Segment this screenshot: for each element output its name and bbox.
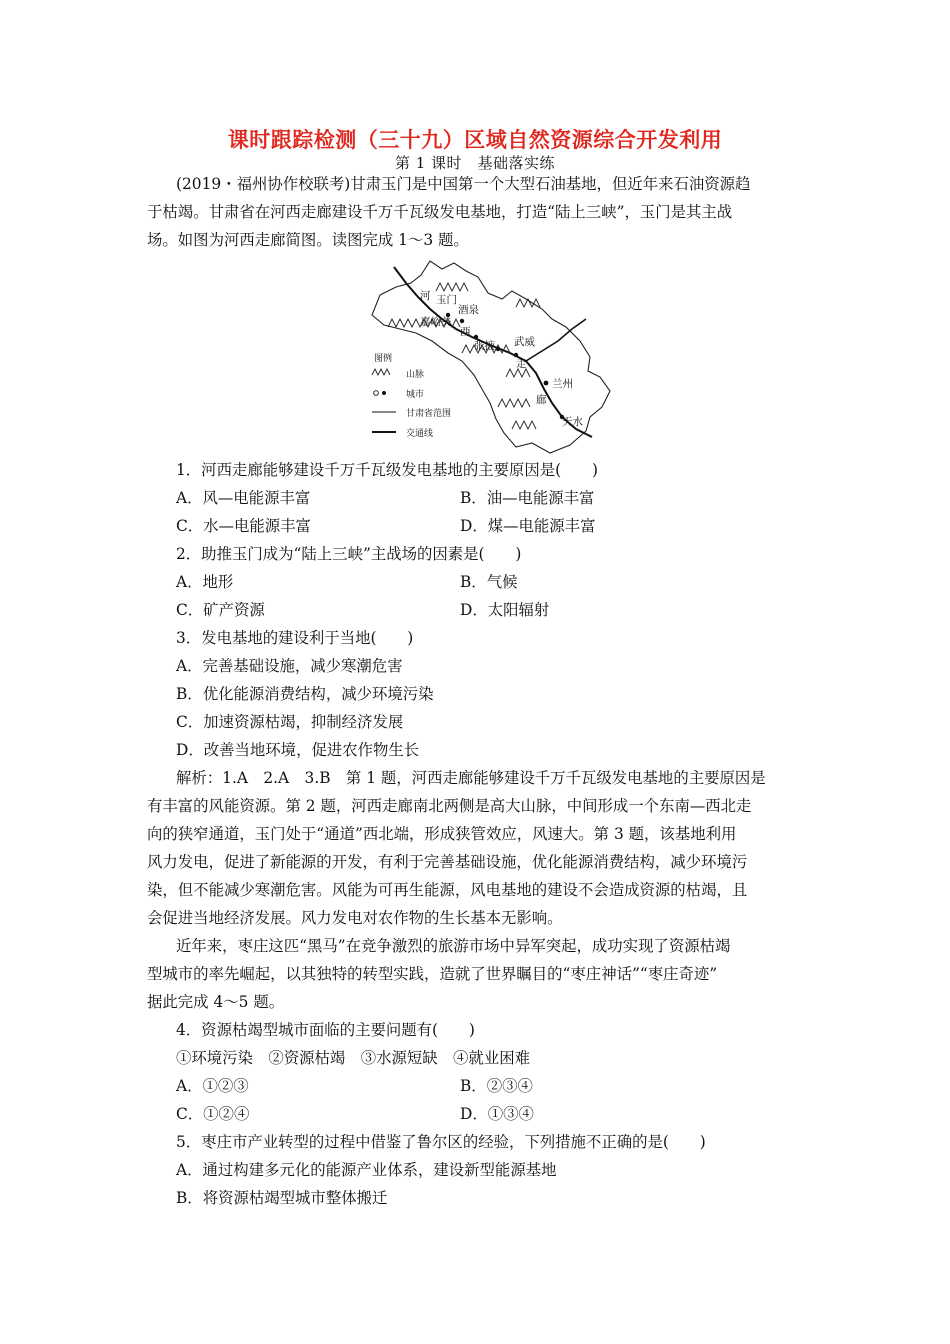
q4-option-d: D．①③④ [460,1105,534,1123]
q3-option-b: B．优化能源消费结构，减少环境污染 [176,685,434,703]
legend-item: 山脉 [406,370,425,380]
legend-item: 甘肃省范围 [406,409,452,419]
q1-option-c: C．水—电能源丰富 [176,517,311,535]
question-4-stem: 4．资源枯竭型城市面临的主要问题有( ) [176,1021,475,1039]
legend-item: 城市 [406,390,425,400]
analysis-line: 会促进当地经济发展。风力发电对农作物的生长基本无影响。 [147,909,563,927]
map-label-wuwei: 武威 [514,336,535,348]
q4-option-c: C．①②④ [176,1105,250,1123]
question-5-stem: 5．枣庄市产业转型的过程中借鉴了鲁尔区的经验，下列措施不正确的是( ) [176,1133,706,1151]
analysis-line: 解析：1.A 2.A 3.B 第 1 题，河西走廊能够建设千万千瓦级发电基地的主要原因是 [176,769,766,787]
legend-item: 交通线 [406,429,434,439]
q2-option-d: D．太阳辐射 [460,601,550,619]
passage1-line: 于枯竭。甘肃省在河西走廊建设千万千瓦级发电基地，打造“陆上三峡”，玉门是其主战 [147,203,733,221]
analysis-line: 染，但不能减少寒潮危害。风能为可再生能源，风电基地的建设不会造成资源的枯竭，且 [147,881,748,899]
map-label-jiuquan: 酒泉 [458,304,479,316]
q3-option-d: D．改善当地环境，促进农作物生长 [176,741,420,759]
q4-option-a: A．①②③ [176,1077,249,1095]
q5-option-a: A．通过构建多元化的能源产业体系，建设新型能源基地 [176,1161,557,1179]
q3-option-a: A．完善基础设施，减少寒潮危害 [176,657,403,675]
map-legend [372,352,451,439]
passage2-line: 型城市的率先崛起，以其独特的转型实践，造就了世界瞩目的“枣庄神话”“枣庄奇迹” [147,965,718,983]
question-1-stem: 1．河西走廊能够建设千万千瓦级发电基地的主要原因是( ) [176,461,598,479]
q1-option-b: B．油—电能源丰富 [460,489,595,507]
q5-option-b: B．将资源枯竭型城市整体搬迁 [176,1189,388,1207]
q3-option-c: C．加速资源枯竭，抑制经济发展 [176,713,404,731]
mountain-symbol-icon [372,369,390,375]
passage2-line: 据此完成 4～5 题。 [147,993,285,1011]
question-2-stem: 2．助推玉门成为“陆上三峡”主战场的因素是( ) [176,545,522,563]
page-subtitle: 第 1 课时 基础落实练 [394,154,556,172]
map-label-lanzhou: 兰州 [552,378,573,390]
transport-line-branch [526,319,586,361]
map-label-jiayuguan: 嘉峪关 [420,316,452,328]
q2-option-c: C．矿产资源 [176,601,265,619]
map-label-zhangye: 张掖 [474,340,495,352]
q1-option-a: A．风—电能源丰富 [176,489,311,507]
legend-title: 图例 [374,354,393,364]
q2-option-b: B．气候 [460,573,518,591]
q1-option-d: D．煤—电能源丰富 [460,517,596,535]
question-3-stem: 3．发电基地的建设利于当地( ) [176,629,414,647]
hexi-corridor-map [366,257,616,455]
map-label: 走 [516,358,527,370]
q4-option-b: B．②③④ [460,1077,533,1095]
map-label: 河 [420,290,431,302]
passage2-line: 近年来，枣庄这匹“黑马”在竞争激烈的旅游市场中异军突起，成功实现了资源枯竭 [176,937,731,955]
city-symbol-icon [374,391,379,396]
q4-items: ①环境污染 ②资源枯竭 ③水源短缺 ④就业困难 [176,1049,530,1067]
passage1-line: (2019・福州协作校联考)甘肃玉门是中国第一个大型石油基地，但近年来石油资源趋 [176,175,751,193]
map-label-tianshui: 天水 [562,416,583,428]
analysis-line: 风力发电，促进了新能源的开发，有利于完善基础设施，优化能源消费结构，减少环境污 [147,853,748,871]
map-label: 廊 [536,394,547,406]
passage1-line: 场。如图为河西走廊简图。读图完成 1～3 题。 [147,231,469,249]
page-title: 课时跟踪检测（三十九）区域自然资源综合开发利用 [227,128,723,152]
analysis-line: 向的狭窄通道，玉门处于“通道”西北端，形成狭管效应，风速大。第 3 题，该基地利用 [147,825,737,843]
map-label-yumen: 玉门 [436,294,457,306]
q2-option-a: A．地形 [176,573,234,591]
city-symbol-icon [382,391,386,395]
analysis-line: 有丰富的风能资源。第 2 题，河西走廊南北两侧是高大山脉，中间形成一个东南—西北走 [147,797,752,815]
map-label: 西 [460,326,471,338]
